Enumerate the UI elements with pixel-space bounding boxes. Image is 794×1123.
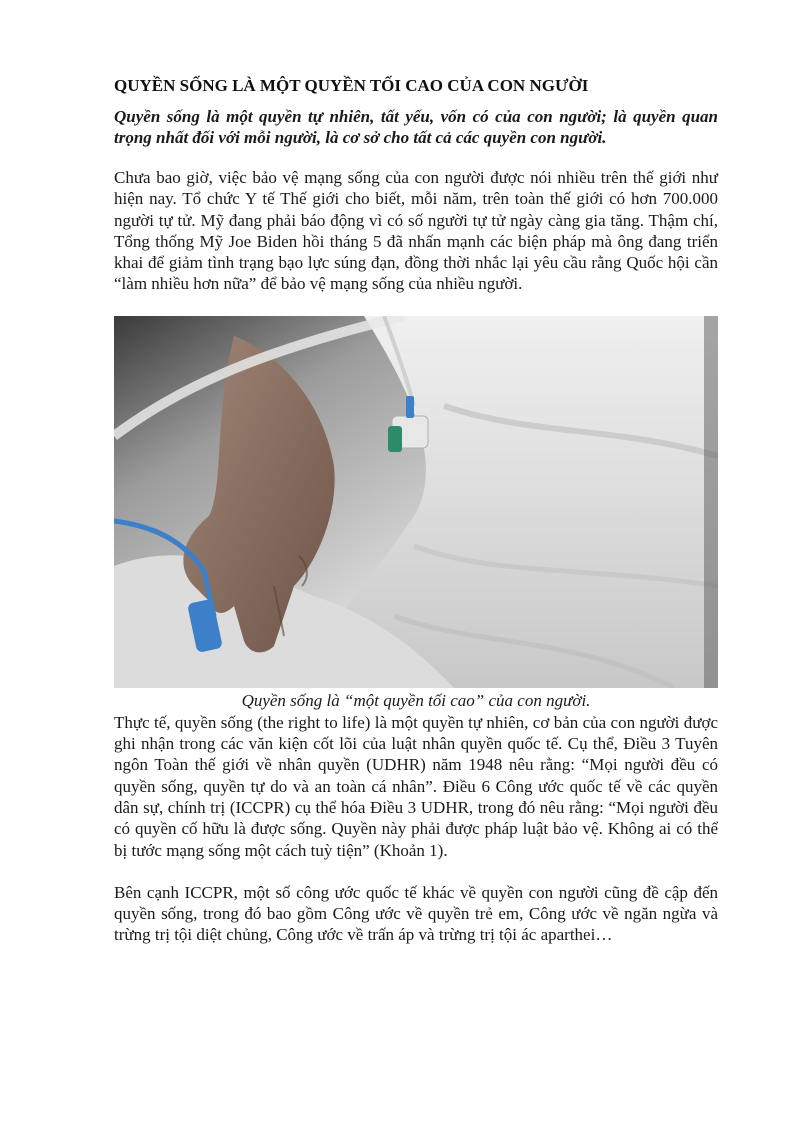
image-caption: Quyền sống là “một quyền tối cao” của con người. <box>241 690 591 710</box>
hospital-patient-image <box>114 316 718 688</box>
article-photo <box>114 316 718 688</box>
paragraph-2: Thực tế, quyền sống (the right to life) là một quyền tự nhiên, cơ bản của con người được ghi nhận trong các văn kiện cốt lõi của luật nhân quyền quốc tế. Cụ thể, Điều 3 Tuyên ngôn Toàn thế giới về nhân quyền (UDHR) năm 1948 nêu rằng: “Mọi người đều có quyền sống, quyền tự do và an toàn cá nhân”. Điều 6 Công ước quốc tế về các quyền dân sự, chính trị (ICCPR) cụ thể hóa Điều 3 UDHR, trong đó nêu rằng: “Mọi người đều có quyền cố hữu là được sống. Quyền này phải được pháp luật bảo vệ. Không ai có thể bị tước mạng sống một cách tuỳ tiện” (Khoản 1). <box>114 712 718 860</box>
paragraph-1: Chưa bao giờ, việc bảo vệ mạng sống của con người được nói nhiều trên thế giới như hiện nay. Tổ chức Y tế Thế giới cho biết, mỗi năm, trên toàn thế giới có hơn 700.000 người tự tử. Mỹ đang phải báo động vì có số người tự tử ngày càng gia tăng. Thậm chí, Tổng thống Mỹ Joe Biden hồi tháng 5 đã nhấn mạnh các biện pháp mà ông đang triển khai để giảm tình trạng bạo lực súng đạn, đồng thời nhắc lại yêu cầu rằng Quốc hội cần “làm nhiều hơn nữa” để bảo vệ mạng sống của nhiều người. <box>114 168 718 294</box>
paragraph-3: Bên cạnh ICCPR, một số công ước quốc tế khác về quyền con người cũng đề cập đến quyền sống, trong đó bao gồm Công ước về quyền trẻ em, Công ước về ngăn ngừa và trừng trị tội diệt chủng, Công ước về trấn áp và trừng trị tội ác aparthei… <box>114 882 718 945</box>
article-lead: Quyền sống là một quyền tự nhiên, tất yếu, vốn có của con người; là quyền quan trọng nhất đối với mỗi người, là cơ sở cho tất cả các quyền con người. <box>114 107 718 147</box>
document-page <box>114 74 718 946</box>
article-title: QUYỀN SỐNG LÀ MỘT QUYỀN TỐI CAO CỦA CON NGƯỜI <box>114 76 589 95</box>
